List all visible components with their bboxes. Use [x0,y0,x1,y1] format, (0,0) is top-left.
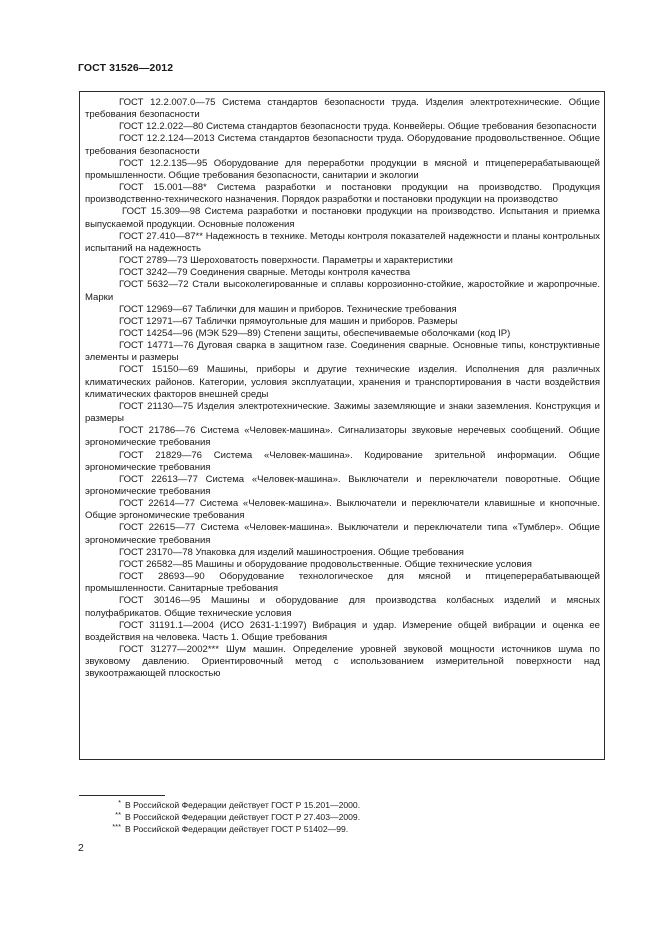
reference-item: ГОСТ 2789—73 Шероховатость поверхности. Параметры и характеристики [119,255,453,267]
reference-item: ГОСТ 21829—76 Система «Человек-машина». Кодирование зрительной информации. Общие эргономические требования [85,449,600,473]
reference-item: ГОСТ 12.2.124—2013 Система стандартов безопасности труда. Оборудование продовольственное. Общие требования безопасности [85,133,600,157]
footnote-text: В Российской Федерации действует ГОСТ Р 15.201—2000. [125,800,361,810]
reference-item: ГОСТ 12.2.022—80 Система стандартов безопасности труда. Конвейеры. Общие требования безопасности [119,121,597,133]
footnote-mark: ** [115,810,121,820]
reference-item: ГОСТ 3242—79 Соединения сварные. Методы контроля качества [119,267,411,279]
reference-item: ГОСТ 22614—77 Система «Человек-машина». Выключатели и переключатели клавишные и кнопочные. Общие эргономические требования [85,498,600,522]
reference-item: ГОСТ 28693—90 Оборудование технологическое для мясной и птицеперерабатывающей промышленности. Санитарные требования [85,571,600,595]
reference-item: ГОСТ 27.410—87** Надежность в технике. Методы контроля показателей надежности и планы контрольных испытаний на надежность [85,230,600,254]
footnote [79,799,579,811]
reference-item: ГОСТ 30146—95 Машины и оборудование для производства колбасных изделий и мясных полуфабрикатов. Общие технические условия [85,595,600,619]
reference-item: ГОСТ 12.2.135—95 Оборудование для переработки продукции в мясной и птицеперерабатывающей промышленности. Общие требования безопасности, санитарии и экологии [85,157,600,181]
reference-item: ГОСТ 14771—76 Дуговая сварка в защитном газе. Соединения сварные. Основные типы, конструктивные элементы и размеры [85,340,600,364]
footnote-divider [79,795,165,796]
footnote-mark: *** [112,822,121,832]
footnote-text: В Российской Федерации действует ГОСТ Р 51402—99. [125,824,349,835]
reference-item: ГОСТ 22613—77 Система «Человек-машина». Выключатели и переключатели поворотные. Общие эргономические требования [85,473,600,497]
reference-item: ГОСТ 21786—76 Система «Человек-машина». Сигнализаторы звуковые неречевых сообщений. Общие эргономические требования [85,425,600,449]
reference-item: ГОСТ 21130—75 Изделия электротехнические. Зажимы заземляющие и знаки заземления. Конструкция и размеры [85,400,600,425]
document-header: ГОСТ 31526—2012 [78,62,174,74]
reference-item: ГОСТ 26582—85 Машины и оборудование продовольственные. Общие технические условия [119,558,532,570]
reference-item: ГОСТ 12.2.007.0—75 Система стандартов безопасности труда. Изделия электротехнические. Общие требования безопасности [85,97,600,121]
reference-item: ГОСТ 23170—78 Упаковка для изделий машиностроения. Общие требования [119,546,464,558]
page-number: 2 [78,842,84,854]
footnotes [79,799,579,836]
footnote [79,811,579,823]
reference-item: ГОСТ 31191.1—2004 (ИСО 2631-1:1997) Вибрация и удар. Измерение общей вибрации и оценка ее воздействия на человека. Часть 1. Общие требования [85,619,600,643]
reference-item: ГОСТ 31277—2002*** Шум машин. Определение уровней звуковой мощности источников шума по звуковому давлению. Ориентировочный метод с использованием измерительной поверхности над звукоотражающей плоскостью [85,644,600,680]
reference-item: ГОСТ 15.309—98 Система разработки и постановки продукции на производство. Испытания и приемка выпускаемой продукции. Основные положения [85,206,600,230]
reference-item: ГОСТ 15150—69 Машины, приборы и другие технические изделия. Исполнения для различных климатических районов. Категории, условия эксплуатации, хранения и транспортирования в части воздействия климатических факторов внешней среды [85,364,600,400]
reference-item: ГОСТ 22615—77 Система «Человек-машина». Выключатели и переключатели типа «Тумблер». Общие эргономические требования [85,522,600,546]
reference-item: ГОСТ 5632—72 Стали высоколегированные и сплавы коррозионно-стойкие, жаростойкие и жаропрочные. Марки [85,279,600,303]
reference-item: ГОСТ 15.001—88* Система разработки и постановки продукции на производство. Продукция производственно-технического назначения. Порядок разработки и постановки продукции на производство [85,182,600,206]
footnote [79,823,579,835]
footnote-text: В Российской Федерации действует ГОСТ Р 27.403—2009. [125,812,361,823]
normative-references-frame [79,91,605,760]
reference-item: ГОСТ 12971—67 Таблички прямоугольные для машин и приборов. Размеры [119,315,458,327]
normative-references-list [85,97,600,681]
reference-item: ГОСТ 14254—96 (МЭК 529—89) Степени защиты, обеспечиваемые оболочками (код IP) [119,327,511,339]
reference-item: ГОСТ 12969—67 Таблички для машин и приборов. Технические требования [119,303,457,315]
footnote-mark: * [118,798,121,807]
